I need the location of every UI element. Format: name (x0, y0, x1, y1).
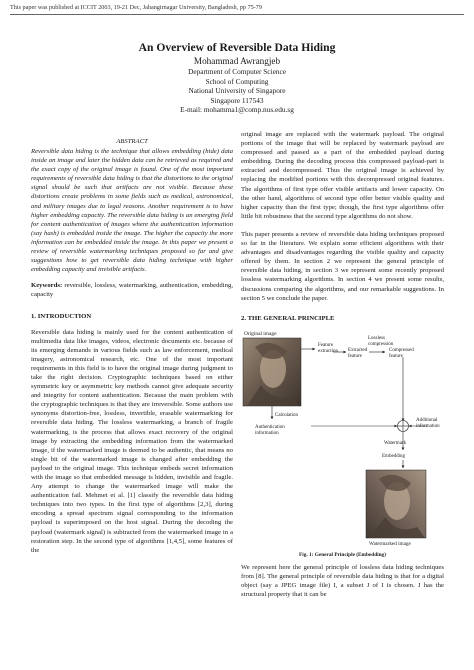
keywords-label: Keywords: (31, 282, 63, 290)
label-compressed-feature: Compressed feature (389, 347, 414, 359)
author-city: Singapore 117543 (210, 95, 264, 105)
label-calculation: Calculation (275, 412, 299, 418)
label-extracted-feature: Extracted feature (348, 347, 368, 359)
label-watermark: Watermark (384, 440, 407, 446)
abstract-text: Reversible data hiding is the technique that allows embedding (hide) data inside an image and later the hidden data can be retrieved as required and the exact copy of the original image is found. One of the most important requirements of reversible data hiding is that the distortions to the original signal should be such that artifacts are not visible. Because these distortions create problems in some fields such as medical, astronomical, and military images due to legal reasons. Another requirement is to have higher embedding capacity. The reversible data hiding is an emerging field for content authentication of images where the authentication information (say hash) is embedded inside the image. The higher the capacity the more information can be embedded inside the image. In this paper we present a review of reversible watermarking techniques proposed so far and give suggestions how to get reversible data hiding technique with higher embedding capacity and invisible artifacts. (31, 148, 233, 274)
section-1-text: Reversible data hiding is mainly used for the content authentication of multimedia data like images, videos, electronic documents etc. because of its emerging demands in various fields such as law enforcement, medical imagery, astronomical research, etc. One of the most important requirements in this field is to have the original image during judgment to take the right decision. Cryptographic techniques based on either symmetric key or asymmetric key methods cannot give adequate security and integrity for content authentication. Because the main problem with the cryptographic techniques is that they are irreversible. Some authors use synonyms distortion-free, lossless, invertible, erasable watermarking for reversible data hiding. The lossless watermarking, a branch of fragile watermarking, is the process that allows exact recovery of the original image by extracting the embedding information from the watermarked image, if the watermarked image is deemed to be authentic, that means no single bit of the watermarked image is changed after embedding the payload to the original image. This technique embeds secret information with the image so that embedded message is hidden, invisible and fragile. Any attempt to change the watermarked image will make the authentication fail. Mehmet et al. [1] classify the reversible data hiding techniques into two types. In the first type of algorithms [2,3], during encoding a spread spectrum signal corresponding to the information payload is superimposed on the host signal. During the decoding the payload (watermark signal) is subtracted from the watermarked image in a restoration step. In the second type of algorithms [1,4,5], some features of the (31, 328, 233, 554)
publication-note: This paper was published at ICCIT 2003, 19-21 Dec, Jahangirnagar University, Bangladesh, pp 75-79 (10, 4, 262, 11)
right-column (241, 130, 444, 599)
right-para-1: original image are replaced with the watermark payload. The original portions of the image that will be replaced by watermark payload are compressed and passed as a part of the embedded payload during embedding. During the decoding process this compressed payload-part is extracted and decompressed. Thus the original image is achieved by replacing the modified portions with this decompressed original features. The algorithms of first type offer visible artifacts and lower capacity. On the other hand, algorithms of second type offer better visible quality and higher capacity than the first type; though, the first type algorithms offer little bit robustness that the second type algorithms do not show. (241, 131, 444, 220)
label-additional-information: Additional information (416, 417, 440, 429)
label-watermarked-image: Watermarked image (369, 540, 411, 547)
label-feature-extraction: Feature extraction (318, 342, 338, 354)
author-university: National University of Singapore (188, 86, 286, 96)
label-authentication-info: Authentication information (255, 424, 285, 436)
author-dept: Department of Computer Science (188, 67, 286, 76)
figure-caption: Fig. 1: General Principle (Embedding) (299, 551, 386, 558)
combine-operator (398, 420, 409, 431)
label-embedding: Embedding (382, 453, 406, 459)
original-image-thumbnail (243, 338, 301, 406)
keywords-text: reversible, lossless, watermarking, authentication, embedding, capacity (31, 282, 233, 299)
figure-general-principle (241, 325, 444, 551)
label-lossless-compression: Lossless compression (368, 335, 394, 347)
header-rule (10, 14, 464, 15)
figure-diagram (241, 325, 444, 551)
paper-title: An Overview of Reversible Data Hiding (138, 41, 336, 54)
author-school: School of Computing (205, 76, 269, 86)
left-column (31, 137, 233, 555)
watermarked-image-thumbnail (366, 470, 426, 538)
author-name: Mohammad Awrangjeb (193, 56, 281, 66)
abstract-heading: ABSTRACT (116, 138, 148, 145)
right-para-2: This paper presents a review of reversible data hiding techniques proposed so far in the literature. We explain some efficient algorithms with their advantages and disadvantages regarding the visible quality and capacity offered by them. In section 2 we represent the general principle of reversible data hiding, in section 3 we represent some recently proposed lossless watermarking algorithms. In section 4 we present some results, discussions comparing the algorithms, and our remarkable suggestions. In section 5 we conclude the paper. (241, 230, 444, 302)
section-1-heading: 1. INTRODUCTION (31, 312, 92, 320)
keywords (31, 281, 233, 299)
section-2-heading: 2. THE GENERAL PRINCIPLE (241, 314, 335, 322)
author-email: E-mail: mohamma1@comp.nus.edu.sg (180, 105, 294, 115)
author-block (0, 56, 474, 115)
right-para-3: We represent here the general principle of lossless data hiding techniques from [8]. The general principle of reversible data hiding is that for a digital object (say a JPEG image file) I, a subset J of I is chosen. J has the structural property that it can be (241, 563, 444, 598)
label-original-image: Original image (244, 330, 277, 337)
